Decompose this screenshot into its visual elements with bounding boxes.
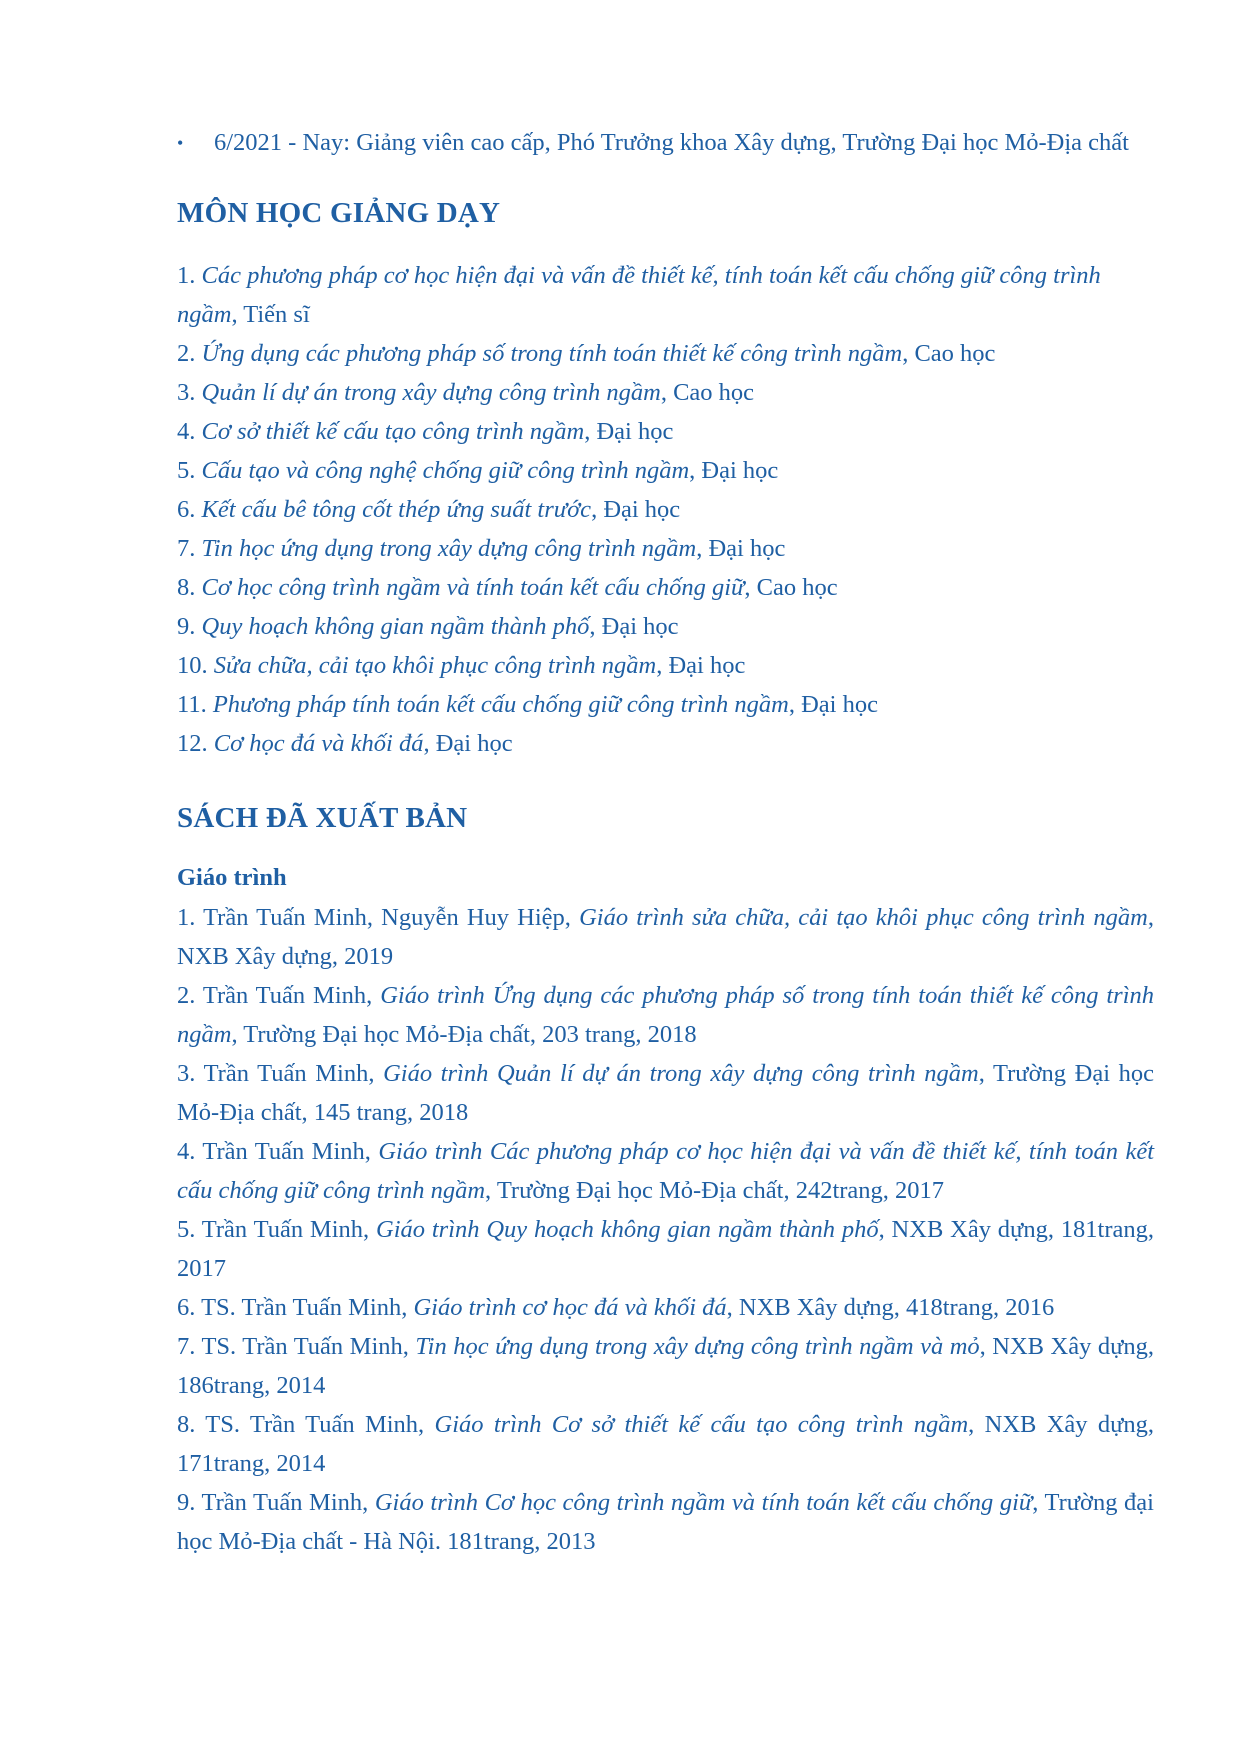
book-item: 9. Trần Tuấn Minh, Giáo trình Cơ học công trình ngầm và tính toán kết cấu chống giữ, Trường đại học Mỏ-Địa chất - Hà Nội. 181trang, 2013 — [177, 1489, 1154, 1555]
courses-list — [177, 256, 1154, 763]
book-item: 4. Trần Tuấn Minh, Giáo trình Các phương pháp cơ học hiện đại và vấn đề thiết kế, tính toán kết cấu chống giữ công trình ngầm, Trường Đại học Mỏ-Địa chất, 242trang, 2017 — [177, 1138, 1154, 1204]
books-heading: SÁCH ĐÃ XUẤT BẢN — [177, 802, 468, 834]
document-page — [177, 124, 1154, 1561]
course-item: 10. Sửa chữa, cải tạo khôi phục công trình ngầm, Đại học — [177, 652, 746, 679]
book-item: 7. TS. Trần Tuấn Minh, Tin học ứng dụng trong xây dựng công trình ngầm và mỏ, NXB Xây dựng, 186trang, 2014 — [177, 1333, 1154, 1399]
book-item: 3. Trần Tuấn Minh, Giáo trình Quản lí dự án trong xây dựng công trình ngầm, Trường Đại học Mỏ-Địa chất, 145 trang, 2018 — [177, 1060, 1155, 1126]
book-item: 8. TS. Trần Tuấn Minh, Giáo trình Cơ sở thiết kế cấu tạo công trình ngầm, NXB Xây dựng, 171trang, 2014 — [177, 1411, 1154, 1477]
book-item: 5. Trần Tuấn Minh, Giáo trình Quy hoạch không gian ngầm thành phố, NXB Xây dựng, 181trang, 2017 — [177, 1216, 1155, 1282]
course-item: 7. Tin học ứng dụng trong xây dựng công trình ngầm, Đại học — [177, 535, 786, 562]
books-subheading: Giáo trình — [177, 864, 287, 891]
career-item — [177, 124, 1154, 162]
books-list — [177, 898, 1154, 1561]
courses-heading: MÔN HỌC GIẢNG DẠY — [177, 197, 501, 229]
course-item: 9. Quy hoạch không gian ngầm thành phố, Đại học — [177, 613, 679, 640]
course-item: 1. Các phương pháp cơ học hiện đại và vấn đề thiết kế, tính toán kết cấu chống giữ công trình ngầm, Tiến sĩ — [177, 262, 1101, 328]
course-item: 4. Cơ sở thiết kế cấu tạo công trình ngầm, Đại học — [177, 418, 674, 445]
bullet-icon: • — [177, 133, 184, 153]
book-item: 2. Trần Tuấn Minh, Giáo trình Ứng dụng các phương pháp số trong tính toán thiết kế công trình ngầm, Trường Đại học Mỏ-Địa chất, 203 trang, 2018 — [177, 982, 1155, 1048]
course-item: 5. Cấu tạo và công nghệ chống giữ công trình ngầm, Đại học — [177, 457, 779, 484]
course-item: 2. Ứng dụng các phương pháp số trong tính toán thiết kế công trình ngầm, Cao học — [177, 340, 996, 367]
course-item: 11. Phương pháp tính toán kết cấu chống giữ công trình ngầm, Đại học — [177, 691, 878, 718]
course-item: 6. Kết cấu bê tông cốt thép ứng suất trước, Đại học — [177, 496, 681, 523]
course-item: 8. Cơ học công trình ngầm và tính toán kết cấu chống giữ, Cao học — [177, 574, 838, 601]
course-item: 12. Cơ học đá và khối đá, Đại học — [177, 730, 513, 757]
book-item: 1. Trần Tuấn Minh, Nguyễn Huy Hiệp, Giáo trình sửa chữa, cải tạo khôi phục công trình ngầm, NXB Xây dựng, 2019 — [177, 904, 1154, 970]
career-text: 6/2021 - Nay: Giảng viên cao cấp, Phó Trưởng khoa Xây dựng, Trường Đại học Mỏ-Địa chất — [214, 129, 1129, 156]
book-item: 6. TS. Trần Tuấn Minh, Giáo trình cơ học đá và khối đá, NXB Xây dựng, 418trang, 2016 — [177, 1294, 1055, 1321]
course-item: 3. Quản lí dự án trong xây dựng công trình ngầm, Cao học — [177, 379, 755, 406]
